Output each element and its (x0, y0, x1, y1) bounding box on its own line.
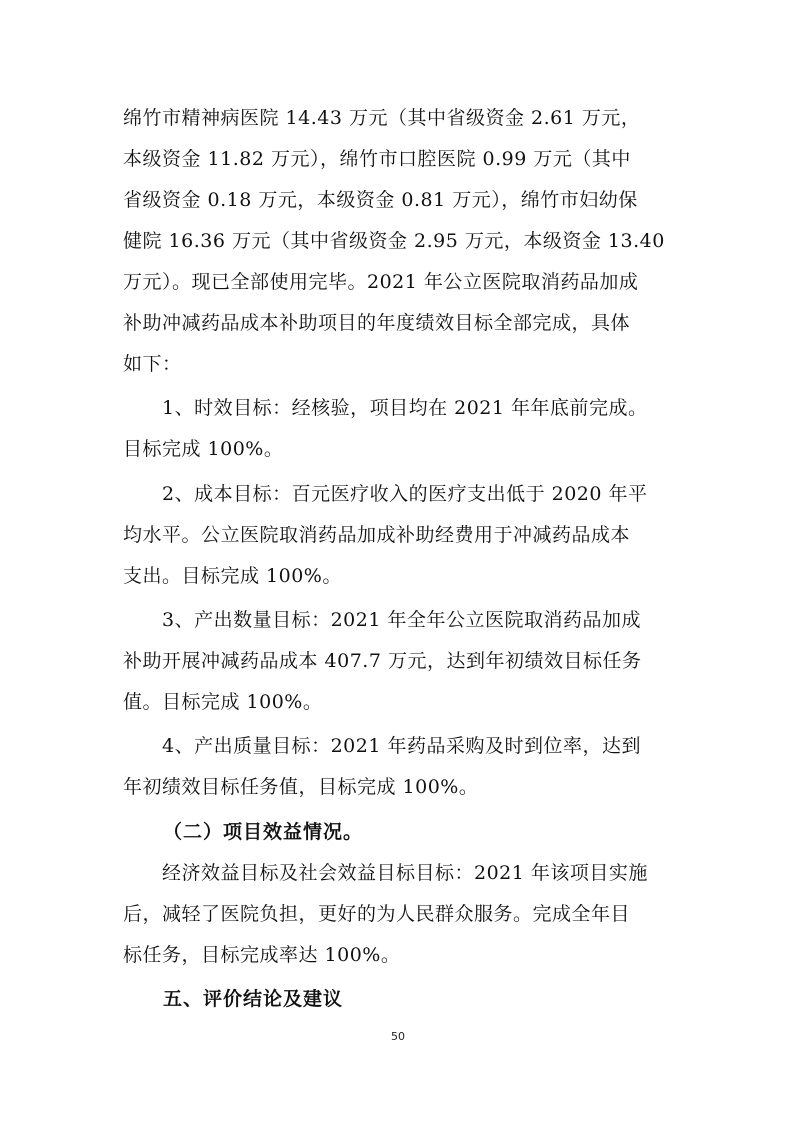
item-2-line-3: 支出。目标完成 100%。 (123, 565, 342, 587)
benefit-line-3: 标任务，目标完成率达 100%。 (123, 944, 401, 966)
item-2-line-2: 均水平。公立医院取消药品加成补助经费用于冲减药品成本 (123, 524, 631, 546)
intro-line-3: 省级资金 0.18 万元，本级资金 0.81 万元），绵竹市妇幼保 (123, 189, 638, 211)
item-3-line-1: 3、产出数量目标：2021 年全年公立医院取消药品加成 (162, 609, 641, 631)
intro-line-7: 如下： (123, 353, 182, 375)
intro-line-4: 健院 16.36 万元（其中省级资金 2.95 万元，本级资金 13.40 (123, 230, 665, 252)
intro-line-1: 绵竹市精神病医院 14.43 万元（其中省级资金 2.61 万元， (123, 107, 641, 129)
section-heading-conclusion: 五、评价结论及建议 (163, 988, 344, 1010)
item-2-line-1: 2、成本目标：百元医疗收入的医疗支出低于 2020 年平 (162, 483, 648, 505)
benefit-line-2: 后，减轻了医院负担，更好的为人民群众服务。完成全年目 (123, 903, 631, 925)
item-3-line-2: 补助开展冲减药品成本 407.7 万元，达到年初绩效目标任务 (123, 650, 642, 672)
item-1-line-2: 目标完成 100%。 (123, 438, 284, 460)
item-4-line-1: 4、产出质量目标：2021 年药品采购及时到位率，达到 (162, 735, 641, 757)
item-3-line-3: 值。目标完成 100%。 (123, 691, 323, 713)
benefit-line-1: 经济效益目标及社会效益目标目标：2021 年该项目实施 (162, 862, 648, 884)
intro-line-5: 万元）。现已全部使用完毕。2021 年公立医院取消药品加成 (123, 271, 639, 293)
item-1-line-1: 1、时效目标：经核验，项目均在 2021 年年底前完成。 (162, 397, 648, 419)
page-number: 50 (391, 1030, 405, 1043)
intro-line-2: 本级资金 11.82 万元），绵竹市口腔医院 0.99 万元（其中 (123, 148, 631, 170)
item-4-line-2: 年初绩效目标任务值，目标完成 100%。 (123, 776, 479, 798)
intro-line-6: 补助冲减药品成本补助项目的年度绩效目标全部完成，具体 (123, 312, 631, 334)
subheading-project-benefits: （二）项目效益情况。 (163, 821, 364, 843)
